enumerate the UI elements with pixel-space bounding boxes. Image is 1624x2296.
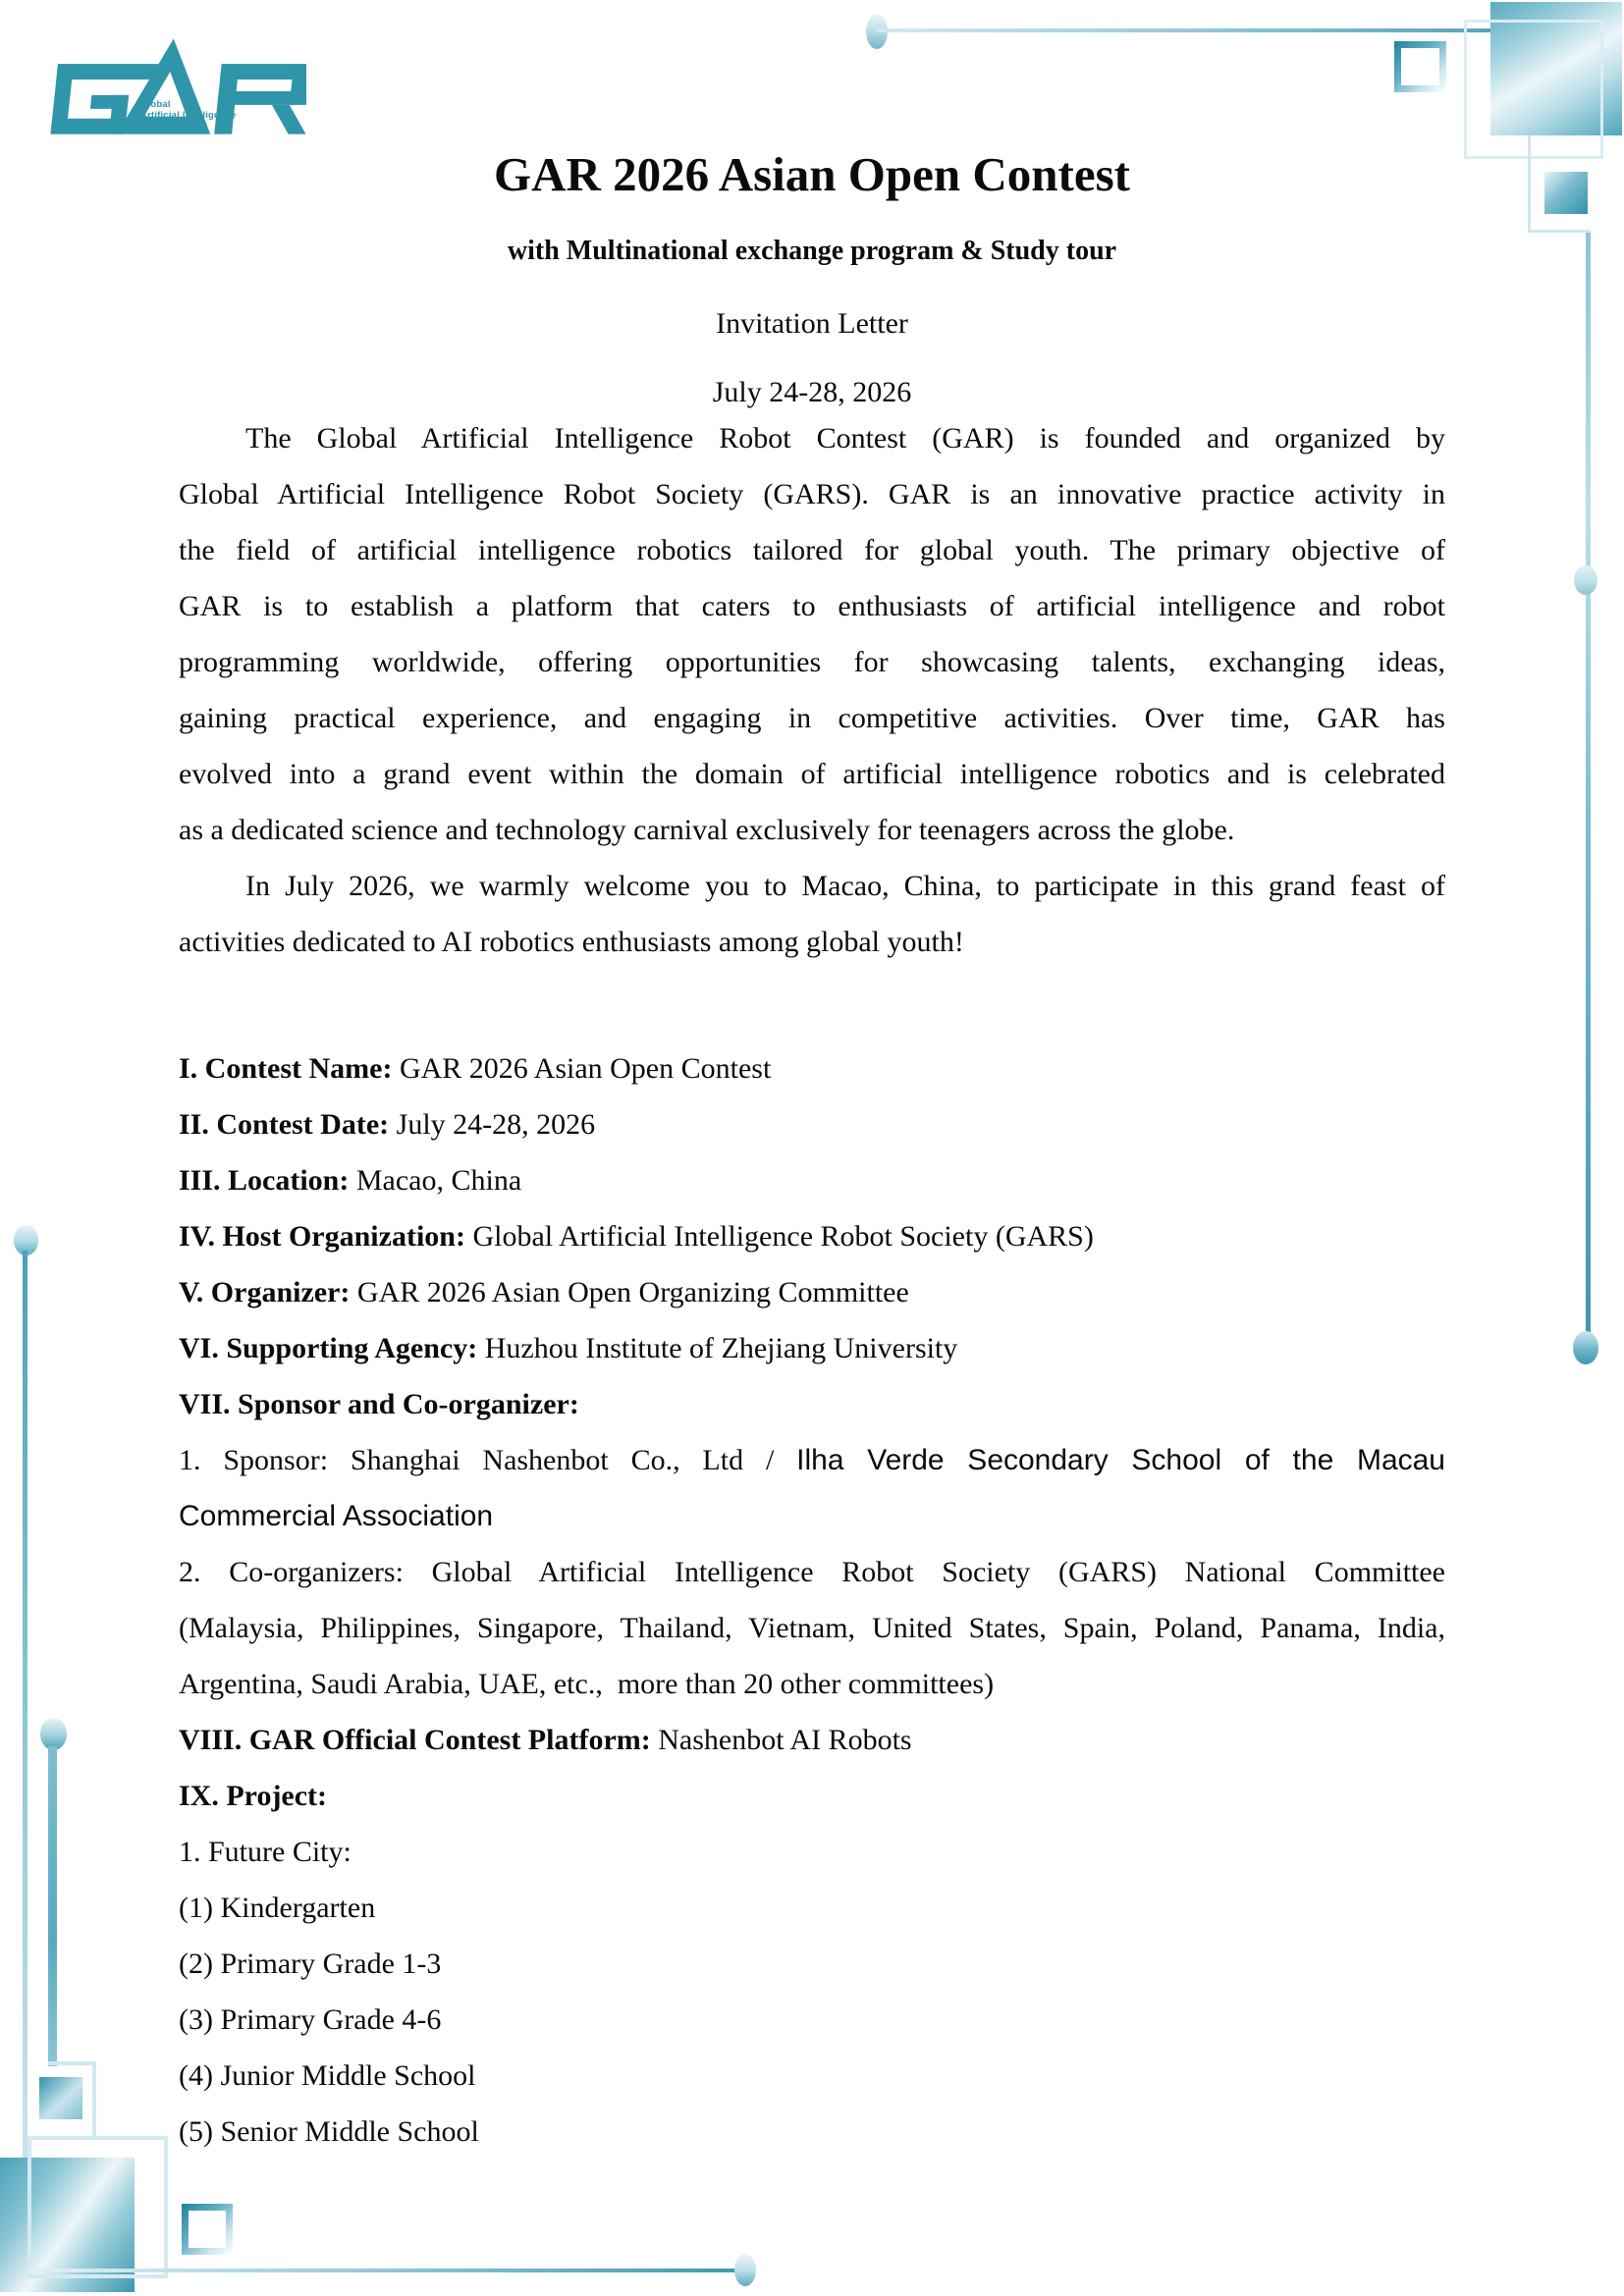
project-category: (1) Kindergarten bbox=[179, 1892, 376, 1924]
project-category: (3) Primary Grade 4-6 bbox=[179, 2003, 442, 2036]
detail-label: VII. Sponsor and Co-organizer: bbox=[179, 1388, 579, 1420]
left-line-second-dot bbox=[40, 1718, 67, 1750]
detail-value: Global Artificial Intelligence Robot Society (GARS) bbox=[464, 1220, 1094, 1253]
bottom-left-small-square bbox=[39, 2077, 82, 2119]
detail-value: Nashenbot AI Robots bbox=[650, 1724, 912, 1756]
detail-supporting-agency bbox=[179, 1320, 1445, 1376]
intro-line: gaining practical experience, and engaging in competitive activities. Over time, GAR has bbox=[179, 702, 1445, 734]
letter-body bbox=[179, 410, 1445, 2160]
project-category: (4) Junior Middle School bbox=[179, 2059, 476, 2092]
sponsor-line bbox=[179, 1432, 1445, 1488]
detail-contest-date bbox=[179, 1096, 1445, 1152]
bottom-left-gradient-square bbox=[0, 2158, 135, 2292]
project-item: 1. Future City: bbox=[179, 1836, 352, 1868]
project-category: (5) Senior Middle School bbox=[179, 2115, 479, 2148]
sponsor-serif-part: 1. Sponsor: Shanghai Nashenbot Co., Ltd / bbox=[179, 1444, 797, 1476]
coorganizers-line: 2. Co-organizers: Global Artificial Intelligence Robot Society (GARS) National Committee bbox=[179, 1556, 1445, 1588]
top-horizontal-line bbox=[877, 28, 1603, 32]
detail-platform bbox=[179, 1712, 1445, 1768]
gar-logo-icon bbox=[49, 35, 306, 137]
right-line-mid-dot bbox=[1574, 565, 1597, 595]
detail-project-heading bbox=[179, 1768, 1445, 1824]
detail-value: Macao, China bbox=[349, 1164, 522, 1197]
document-subtitle: with Multinational exchange program & Study tour bbox=[507, 236, 1117, 266]
bottom-left-outline-square bbox=[27, 2136, 168, 2278]
detail-location bbox=[179, 1152, 1445, 1208]
detail-value: GAR 2026 Asian Open Organizing Committee bbox=[350, 1276, 909, 1308]
welcome-line: In July 2026, we warmly welcome you to Macao, China, to participate in this grand feast of bbox=[245, 870, 1445, 902]
detail-label: VI. Supporting Agency: bbox=[179, 1332, 478, 1364]
sponsor-line bbox=[179, 1488, 1445, 1544]
top-right-gradient-square bbox=[1490, 2, 1622, 135]
intro-line: Global Artificial Intelligence Robot Society (GARS). GAR is an innovative practice activity in bbox=[179, 478, 1445, 510]
detail-value: GAR 2026 Asian Open Contest bbox=[392, 1052, 772, 1085]
detail-value: Huzhou Institute of Zhejiang University bbox=[477, 1332, 958, 1364]
detail-host-organization bbox=[179, 1208, 1445, 1264]
detail-label: III. Location: bbox=[179, 1164, 350, 1197]
top-right-outline-square bbox=[1464, 20, 1603, 159]
detail-label: V. Organizer: bbox=[179, 1276, 351, 1308]
detail-label: II. Contest Date: bbox=[179, 1108, 390, 1141]
gar-logo-tagline: Global Artificial Intelligence Robot Contest bbox=[140, 99, 237, 132]
detail-value: July 24-28, 2026 bbox=[389, 1108, 596, 1141]
document-type: Invitation Letter bbox=[716, 307, 908, 340]
sponsor-sans-part: Commercial Association bbox=[179, 1500, 494, 1532]
coorganizers-line: (Malaysia, Philippines, Singapore, Thailand, Vietnam, United States, Spain, Poland, Panama, India, bbox=[179, 1612, 1445, 1644]
paragraph-spacer bbox=[179, 970, 1445, 1041]
top-right-hollow-square bbox=[1394, 41, 1446, 92]
right-line-end-dot bbox=[1573, 1331, 1598, 1364]
detail-label: VIII. GAR Official Contest Platform: bbox=[179, 1724, 651, 1756]
document-date: July 24-28, 2026 bbox=[712, 376, 912, 408]
detail-label: IX. Project: bbox=[179, 1780, 328, 1812]
left-vertical-line-thick bbox=[48, 1746, 57, 2066]
bottom-horizontal-line bbox=[29, 2269, 742, 2272]
project-category: (2) Primary Grade 1-3 bbox=[179, 1948, 442, 1980]
intro-line: GAR is to establish a platform that caters to enthusiasts of artificial intelligence and robot bbox=[179, 590, 1445, 622]
left-vertical-line-thin bbox=[23, 1251, 27, 2270]
intro-line: evolved into a grand event within the domain of artificial intelligence robotics and is celebrated bbox=[179, 758, 1445, 790]
intro-line: as a dedicated science and technology carnival exclusively for teenagers across the globe. bbox=[179, 814, 1235, 846]
bottom-hollow-square bbox=[182, 2204, 233, 2255]
top-line-dot bbox=[866, 14, 888, 49]
intro-line: programming worldwide, offering opportunities for showcasing talents, exchanging ideas, bbox=[179, 646, 1445, 678]
detail-organizer bbox=[179, 1264, 1445, 1320]
detail-sponsor-heading bbox=[179, 1376, 1445, 1432]
bottom-line-end-dot bbox=[734, 2254, 756, 2286]
detail-label: IV. Host Organization: bbox=[179, 1220, 465, 1253]
document-title: GAR 2026 Asian Open Contest bbox=[494, 147, 1130, 201]
welcome-line: activities dedicated to AI robotics enthusiasts among global youth! bbox=[179, 926, 964, 958]
intro-line: The Global Artificial Intelligence Robot Contest (GAR) is founded and organized by bbox=[245, 422, 1445, 454]
intro-line: the field of artificial intelligence robotics tailored for global youth. The primary objective of bbox=[179, 534, 1445, 566]
coorganizers-line: Argentina, Saudi Arabia, UAE, etc., more than 20 other committees) bbox=[179, 1668, 995, 1700]
sponsor-sans-part: Ilha Verde Secondary School of the Macau bbox=[796, 1444, 1445, 1476]
left-connector-horizontal bbox=[48, 2061, 96, 2065]
detail-contest-name bbox=[179, 1041, 1445, 1096]
left-line-top-dot bbox=[14, 1225, 38, 1255]
left-connector-vertical bbox=[92, 2061, 96, 2140]
detail-label: I. Contest Name: bbox=[179, 1052, 393, 1085]
